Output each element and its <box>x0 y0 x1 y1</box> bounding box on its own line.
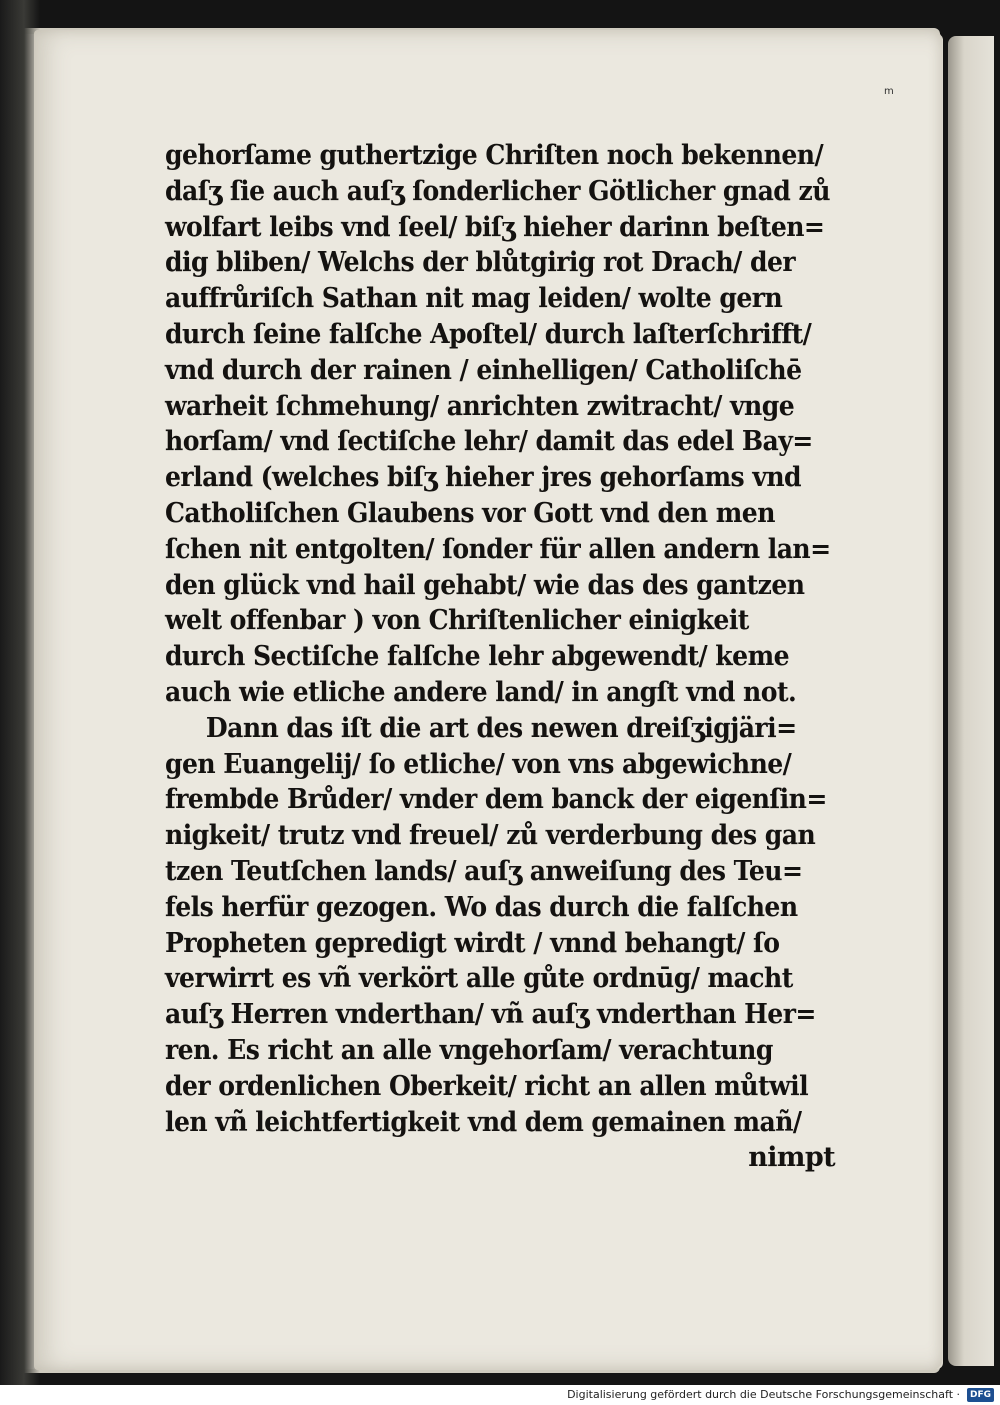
text-line: verwirrt es vñ verkört alle gůte ordnūg/ macht <box>165 963 793 995</box>
text-line: Catholiſchen Glaubens vor Gott vnd den men <box>165 497 775 529</box>
paragraph-start-line: Dann das iſt die art des newen dreiſʒigjäri= <box>205 712 797 744</box>
catchword: nimpt <box>748 1142 835 1174</box>
text-line: daſʒ ſie auch auſʒ ſonderlicher Götlicher gnad zů <box>165 175 830 207</box>
page-text-block <box>165 138 865 1176</box>
facing-page-edge <box>948 36 994 1366</box>
text-line: der ordenlichen Oberkeit/ richt an allen můtwil <box>165 1070 809 1102</box>
text-line: warheit ſchmehung/ anrichten zwitracht/ vnge <box>165 390 795 422</box>
text-line: horſam/ vnd ſectiſche lehr/ damit das edel Bay= <box>165 426 813 458</box>
text-line: Propheten gepredigt wirdt / vnnd behangt/ ſo <box>165 927 780 959</box>
text-line: durch Sectiſche falſche lehr abgewendt/ keme <box>165 641 790 673</box>
dfg-logo: DFG <box>967 1388 994 1402</box>
text-line: erland (welches biſʒ hieher jres gehorſams vnd <box>165 462 802 494</box>
text-line: ren. Es richt an alle vngehorſam/ verachtung <box>165 1034 773 1066</box>
text-line: frembde Brůder/ vnder dem banck der eigenſin= <box>165 784 827 816</box>
text-line: wolfart leibs vnd ſeel/ biſʒ hieher darinn beſten= <box>165 211 825 243</box>
text-line: auſʒ Herren vnderthan/ vñ auſʒ vnderthan Her= <box>165 999 816 1031</box>
text-line: gehorſame guthertzige Chriſten noch bekennen/ <box>165 140 824 171</box>
page-corner-mark: m <box>884 86 894 97</box>
digitization-credit: Digitalisierung gefördert durch die Deutsche Forschungsgemeinschaft · <box>567 1388 960 1401</box>
text-line: nigkeit/ trutz vnd freuel/ zů verderbung des gan <box>165 820 816 852</box>
text-line: vnd durch der rainen / einhelligen/ Catholiſchē <box>165 354 802 386</box>
footer-bar <box>0 1385 1000 1405</box>
text-line: auffrůriſch Sathan nit mag leiden/ wolte gern <box>165 283 783 315</box>
text-line: den glück vnd hail gehabt/ wie das des gantzen <box>165 569 805 601</box>
text-line: ſchen nit entgolten/ ſonder für allen andern lan= <box>165 533 831 565</box>
text-line: fels herfür gezogen. Wo das durch die falſchen <box>165 891 798 923</box>
text-line: dig bliben/ Welchs der blůtgirig rot Drach/ der <box>165 247 796 279</box>
text-line: tzen Teutſchen lands/ auſʒ anweiſung des Teu= <box>165 855 803 887</box>
text-line: durch ſeine falſche Apoſtel/ durch laſterſchrifft/ <box>165 318 812 350</box>
text-line: welt offenbar ) von Chriſtenlicher einigkeit <box>165 605 749 637</box>
text-line: auch wie etliche andere land/ in angſt vnd not. <box>165 676 797 708</box>
text-line: len vñ leichtfertigkeit vnd dem gemainen mañ/ <box>165 1106 802 1138</box>
text-line: gen Euangelij/ ſo etliche/ von vns abgewichne/ <box>165 748 792 780</box>
